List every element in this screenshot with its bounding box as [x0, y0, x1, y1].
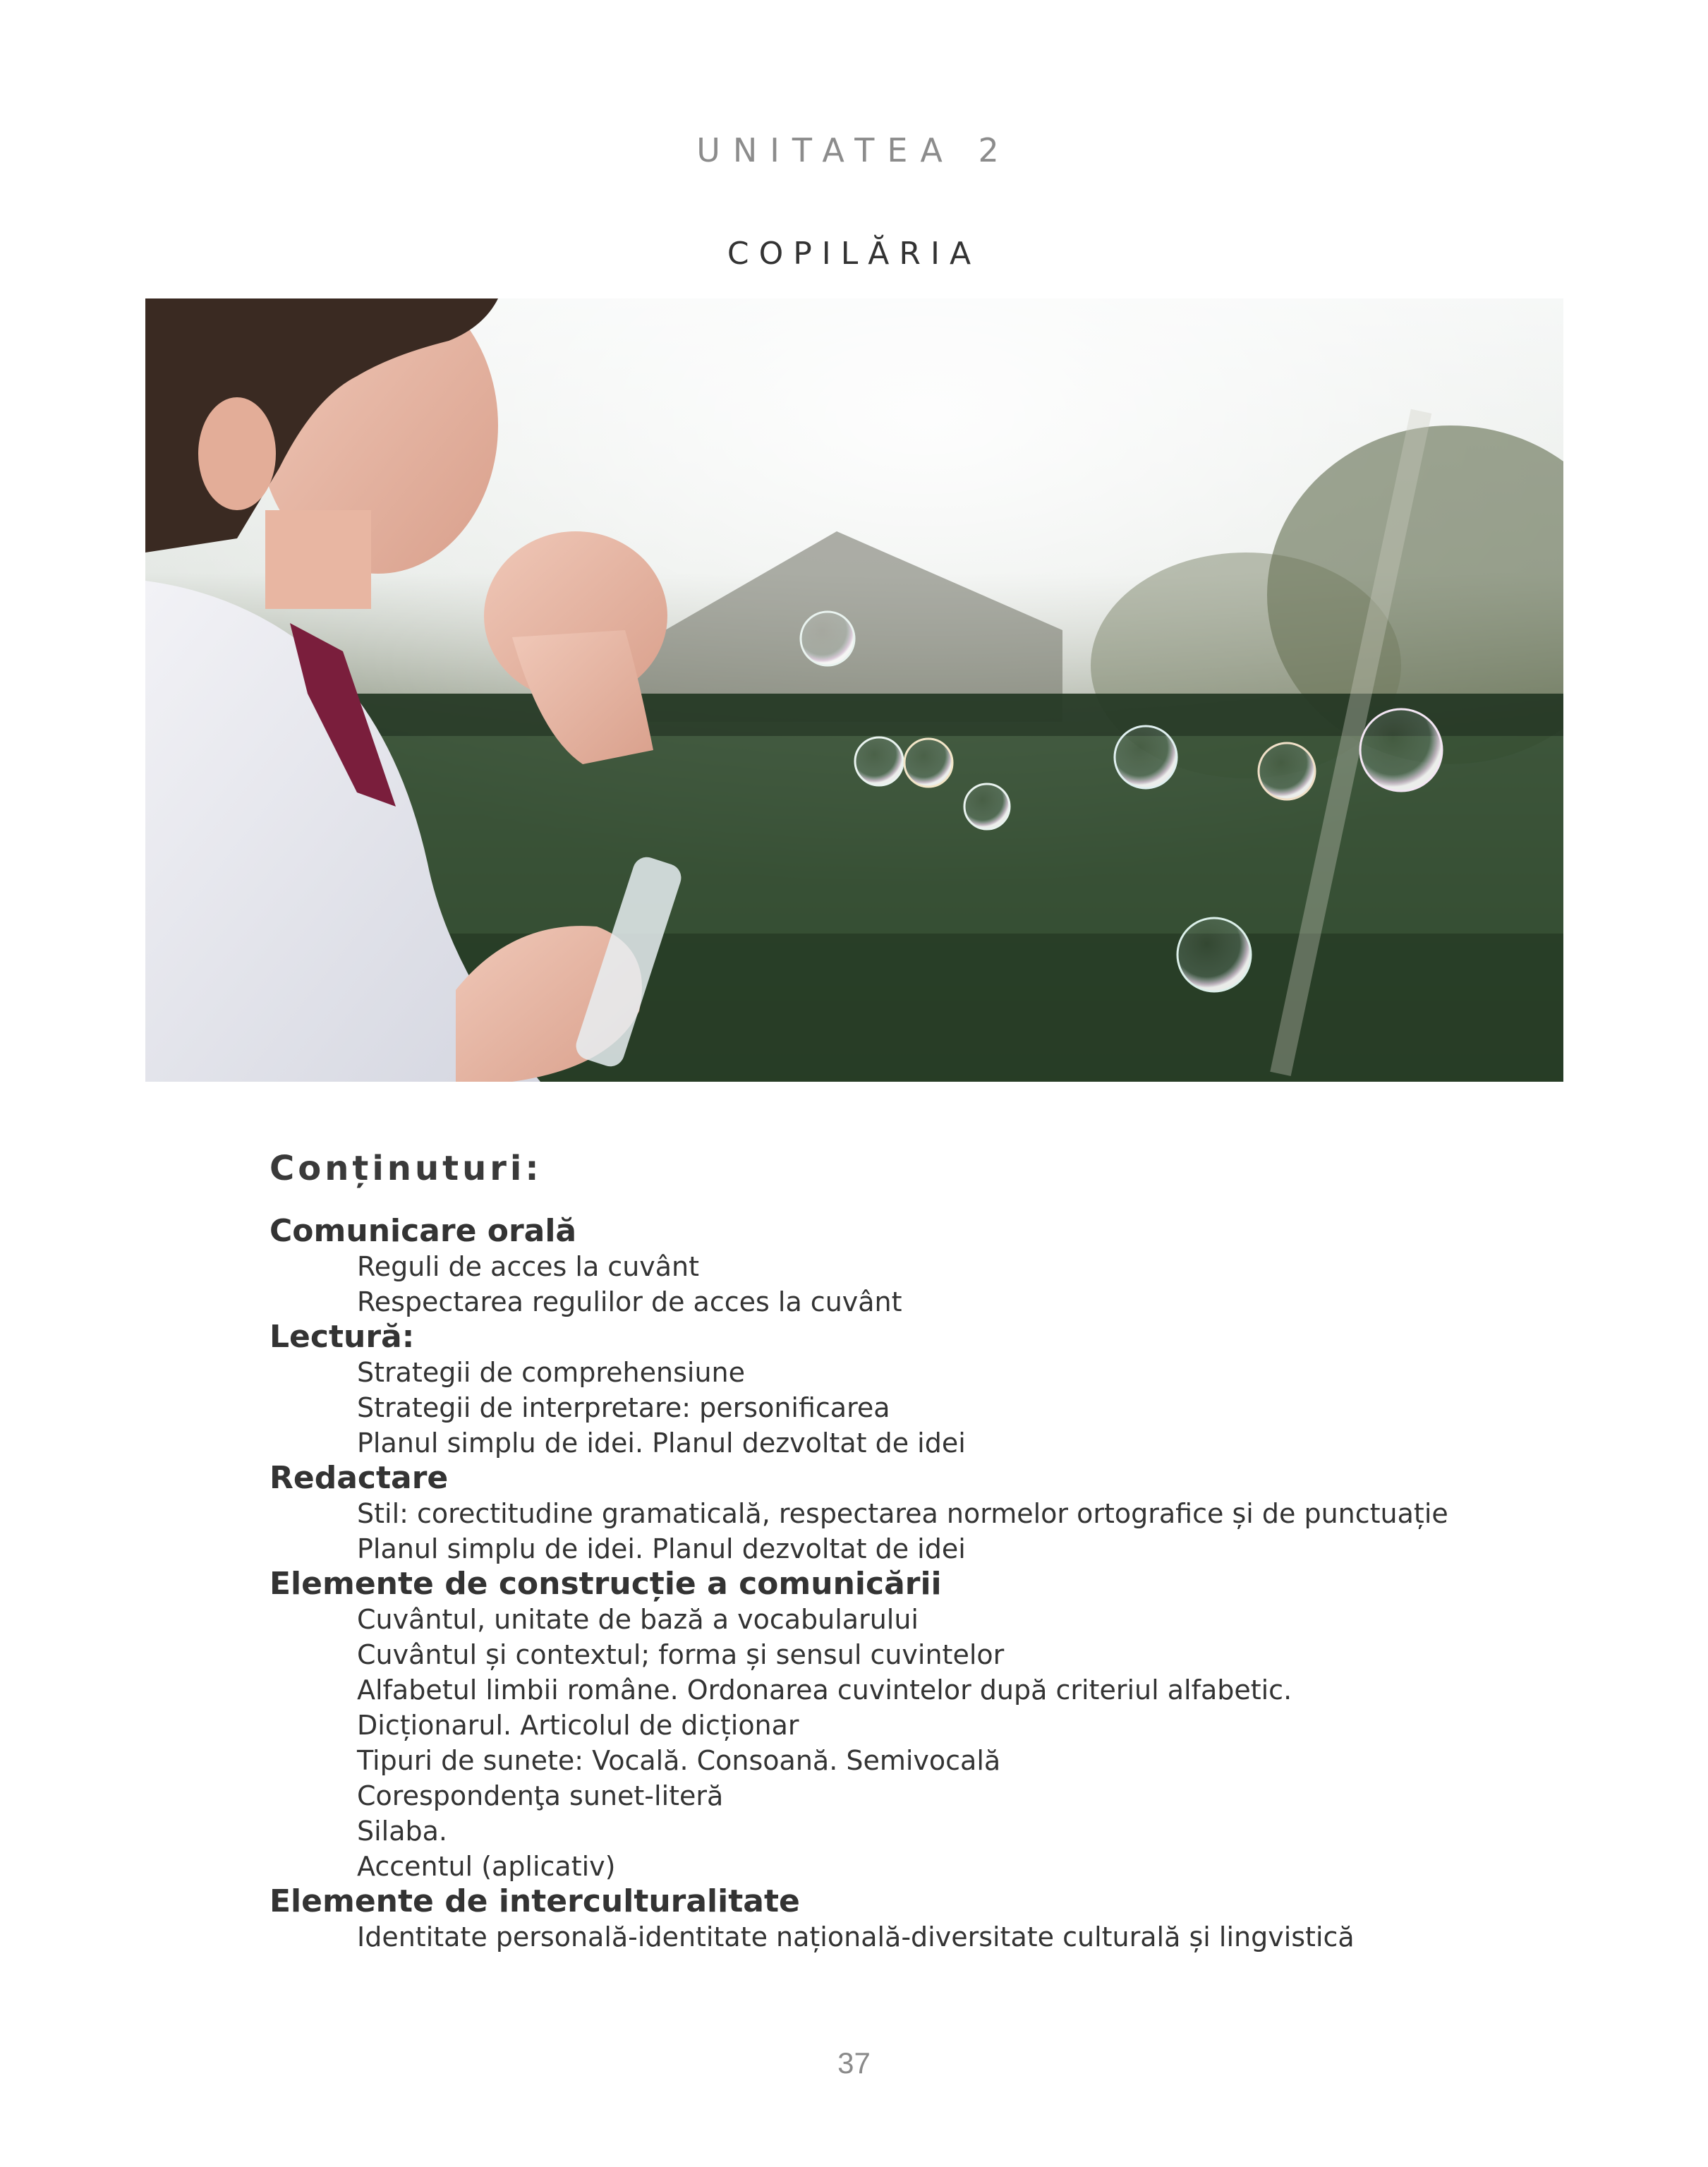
- section-item: Accentul (aplicativ): [357, 1851, 616, 1882]
- section-item: Planul simplu de idei. Planul dezvoltat de idei: [357, 1427, 966, 1459]
- unit-title: COPILĂRIA: [727, 236, 981, 272]
- section-item: Identitate personală-identitate națională-diversitate culturală și lingvistică: [357, 1921, 1355, 1952]
- section-item: Corespondenţa sunet-literă: [357, 1780, 724, 1811]
- section-title: Elemente de interculturalitate: [269, 1883, 800, 1919]
- section-title: Comunicare orală: [269, 1213, 577, 1249]
- contents-sections: [269, 1214, 1610, 1955]
- section-item: Planul simplu de idei. Planul dezvoltat de idei: [357, 1533, 966, 1564]
- section-item: Stil: corectitudine gramaticală, respectarea normelor ortografice și de punctuație: [357, 1498, 1448, 1529]
- contents-heading: Conținuturi:: [269, 1149, 543, 1188]
- section-item: Cuvântul, unitate de bază a vocabularului: [357, 1604, 919, 1635]
- section-title: Lectură:: [269, 1319, 415, 1355]
- section-item: Respectarea regulilor de acces la cuvânt: [357, 1286, 902, 1317]
- boy-blowing-bubbles-photo: [145, 298, 1563, 1082]
- section-item: Silaba.: [357, 1816, 448, 1847]
- section-item: Tipuri de sunete: Vocală. Consoană. Semivocală: [357, 1745, 1001, 1776]
- section-item: Cuvântul și contextul; forma și sensul cuvintelor: [357, 1639, 1005, 1670]
- section-title: Redactare: [269, 1460, 449, 1496]
- section-title: Elemente de construcție a comunicării: [269, 1566, 942, 1602]
- section-item: Reguli de acces la cuvânt: [357, 1251, 700, 1282]
- section-item: Alfabetul limbii române. Ordonarea cuvintelor după criteriul alfabetic.: [357, 1674, 1292, 1706]
- section-item: Strategii de comprehensiune: [357, 1357, 745, 1388]
- unit-label: UNITATEA 2: [696, 131, 1012, 169]
- section-item: Strategii de interpretare: personificarea: [357, 1392, 890, 1423]
- section-item: Dicționarul. Articolul de dicționar: [357, 1710, 799, 1741]
- page-number: 37: [837, 2046, 871, 2080]
